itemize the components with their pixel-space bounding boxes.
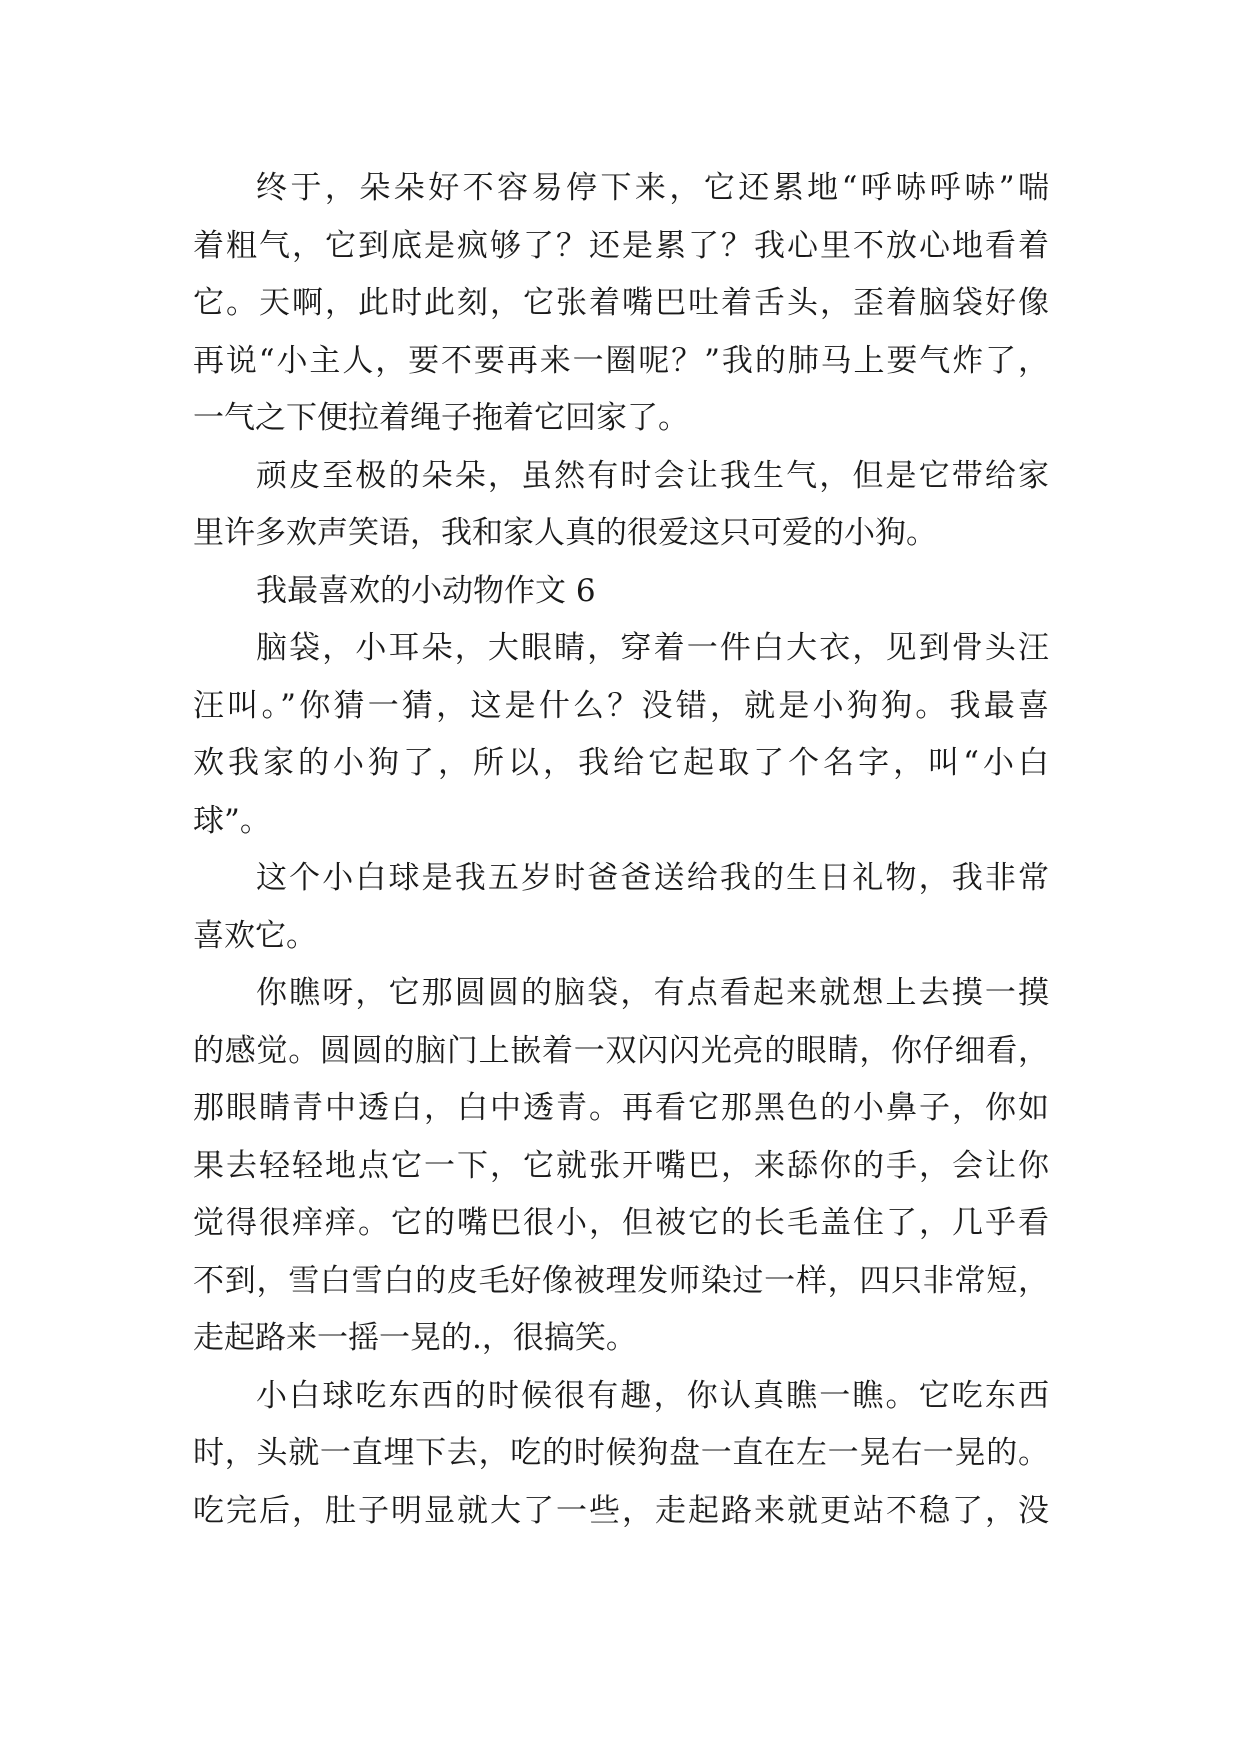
paragraph-line: 它。天啊，此时此刻，它张着嘴巴吐着舌头，歪着脑袋好像: [193, 285, 1049, 321]
paragraph-line: 球”。: [193, 803, 271, 839]
paragraph-line: 走起路来一摇一晃的.，很搞笑。: [193, 1320, 637, 1356]
paragraph-line: 果去轻轻地点它一下，它就张开嘴巴，来舔你的手，会让你: [193, 1148, 1049, 1184]
paragraph-line: 觉得很痒痒。它的嘴巴很小，但被它的长毛盖住了，几乎看: [193, 1205, 1049, 1241]
paragraph-line: 脑袋，小耳朵，大眼睛，穿着一件白大衣，见到骨头汪: [256, 630, 1049, 666]
paragraph-line: 欢我家的小狗了，所以，我给它起取了个名字，叫“小白: [193, 745, 1049, 781]
paragraph-line: 小白球吃东西的时候很有趣，你认真瞧一瞧。它吃东西: [256, 1378, 1049, 1414]
paragraph-line: 不到，雪白雪白的皮毛好像被理发师染过一样，四只非常短，: [193, 1263, 1049, 1299]
paragraph-line: 顽皮至极的朵朵，虽然有时会让我生气，但是它带给家: [256, 458, 1049, 494]
paragraph-line: 里许多欢声笑语，我和家人真的很爱这只可爱的小狗。: [193, 515, 937, 551]
paragraph-line: 这个小白球是我五岁时爸爸送给我的生日礼物，我非常: [256, 860, 1049, 896]
paragraph-line: 吃完后，肚子明显就大了一些，走起路来就更站不稳了，没: [193, 1493, 1049, 1529]
paragraph-line: 着粗气，它到底是疯够了？还是累了？我心里不放心地看着: [193, 228, 1049, 264]
paragraph-line: 那眼睛青中透白，白中透青。再看它那黑色的小鼻子，你如: [193, 1090, 1049, 1126]
paragraph-line: 汪叫。”你猜一猜，这是什么？没错，就是小狗狗。我最喜: [193, 688, 1049, 724]
paragraph-line: 再说“小主人，要不要再来一圈呢？”我的肺马上要气炸了，: [193, 343, 1049, 379]
paragraph-line: 你瞧呀，它那圆圆的脑袋，有点看起来就想上去摸一摸: [256, 975, 1049, 1011]
paragraph-line: 的感觉。圆圆的脑门上嵌着一双闪闪光亮的眼睛，你仔细看，: [193, 1033, 1049, 1069]
paragraph-line: 一气之下便拉着绳子拖着它回家了。: [193, 400, 689, 436]
paragraph-line: 喜欢它。: [193, 918, 317, 954]
paragraph-line: 时，头就一直埋下去，吃的时候狗盘一直在左一晃右一晃的。: [193, 1435, 1049, 1471]
paragraph-line: 终于，朵朵好不容易停下来，它还累地“呼哧呼哧”喘: [256, 170, 1049, 206]
section-heading: 我最喜欢的小动物作文 6: [256, 573, 596, 609]
